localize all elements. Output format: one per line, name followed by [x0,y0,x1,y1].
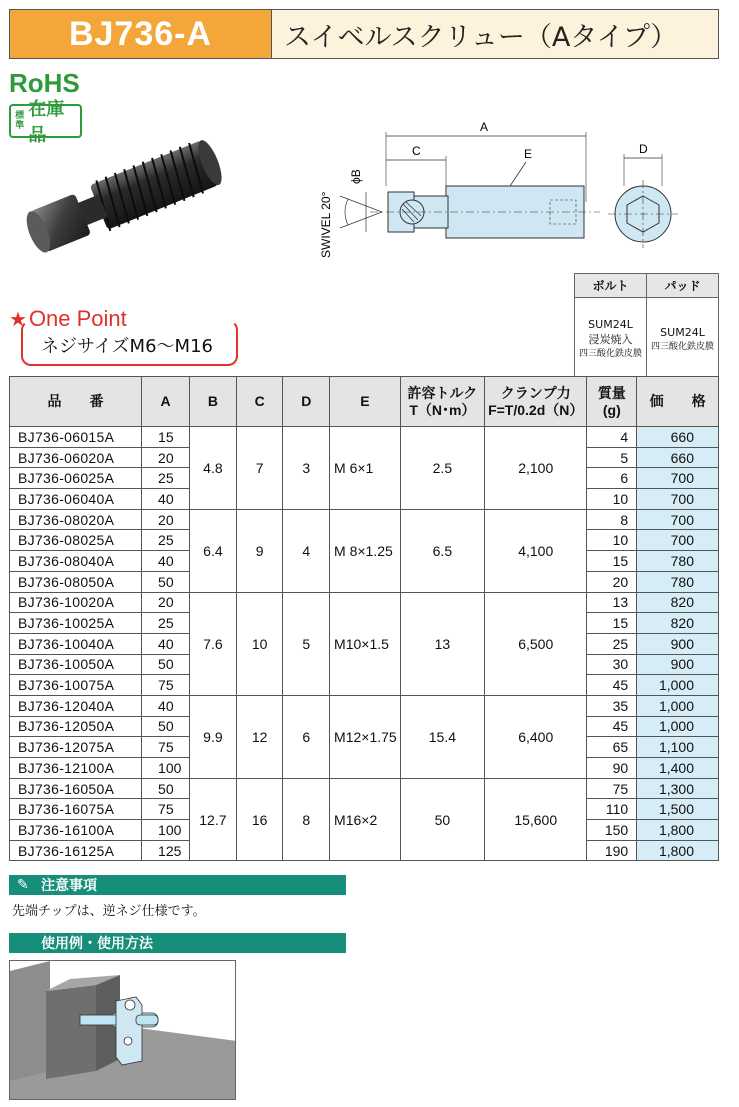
pad-material: SUM24L [660,325,705,339]
one-point-title-text: One Point [29,306,131,332]
header-torque-line1: 許容トルク [407,384,478,401]
cell-mass: 15 [587,551,637,572]
cell-price: 780 [637,571,719,592]
cell-price: 700 [637,489,719,510]
cell-price: 660 [637,427,719,448]
cell-price: 700 [637,468,719,489]
cell-d: 8 [283,778,330,861]
header-b: B [189,377,236,427]
cell-code: BJ736-10020A [10,592,142,613]
cell-code: BJ736-10040A [10,633,142,654]
cell-e: M10×1.5 [330,592,401,695]
cell-torque: 2.5 [400,427,484,510]
cell-mass: 13 [587,592,637,613]
cell-a: 25 [142,530,190,551]
cell-price: 1,800 [637,840,719,861]
header-e: E [330,377,401,427]
cell-code: BJ736-06020A [10,447,142,468]
swivel-label: SWIVEL 20° [319,191,333,258]
header-code: 品 番 [10,377,142,427]
cell-mass: 10 [587,530,637,551]
bolt-treatment: 浸炭焼入 [588,333,633,346]
cell-a: 40 [142,489,190,510]
header-clamp [485,377,587,427]
usage-illustration [9,960,236,1100]
cell-clamp: 15,600 [485,778,587,861]
cell-mass: 8 [587,509,637,530]
cell-a: 40 [142,633,190,654]
caution-text: 先端チップは、逆ネジ仕様です。 [12,904,206,919]
material-pad [647,298,719,382]
table-row [10,427,719,448]
cell-mass: 5 [587,447,637,468]
cell-mass: 110 [587,799,637,820]
material-bolt [575,298,647,382]
cell-clamp: 4,100 [485,509,587,592]
cell-price: 1,000 [637,675,719,696]
cell-mass: 30 [587,654,637,675]
cell-b: 12.7 [189,778,236,861]
cell-a: 15 [142,427,190,448]
cell-mass: 45 [587,675,637,696]
stock-small-label: 標準 [15,111,25,131]
cell-a: 75 [142,799,190,820]
cell-price: 700 [637,530,719,551]
cell-mass: 15 [587,613,637,634]
cell-a: 25 [142,613,190,634]
cell-code: BJ736-08050A [10,571,142,592]
cell-price: 700 [637,509,719,530]
stock-big-label: 在庫品 [28,99,65,146]
cell-price: 820 [637,613,719,634]
star-icon: ★ [9,308,27,331]
cell-price: 820 [637,592,719,613]
cell-mass: 190 [587,840,637,861]
cell-a: 20 [142,509,190,530]
usage-title: 使用例・使用方法 [41,936,153,952]
cell-mass: 25 [587,633,637,654]
cell-a: 50 [142,716,190,737]
cell-price: 1,800 [637,820,719,841]
cell-e: M 8×1.25 [330,509,401,592]
cell-d: 3 [283,427,330,510]
cell-code: BJ736-16075A [10,799,142,820]
dim-e-label: E [524,147,533,161]
cell-price: 1,000 [637,695,719,716]
cell-a: 75 [142,675,190,696]
cell-mass: 45 [587,716,637,737]
header-mass [587,377,637,427]
cell-code: BJ736-12100A [10,758,142,779]
bolt-material: SUM24L [588,318,633,331]
cell-b: 7.6 [189,592,236,695]
cell-price: 1,500 [637,799,719,820]
cell-price: 780 [637,551,719,572]
header-d: D [283,377,330,427]
spec-table [9,376,719,861]
header-c: C [236,377,283,427]
table-row [10,778,719,799]
cell-d: 5 [283,592,330,695]
one-point-content: ネジサイズM6～M16 [41,336,213,357]
cell-code: BJ736-16125A [10,840,142,861]
cell-clamp: 6,400 [485,695,587,778]
cell-a: 50 [142,654,190,675]
cell-code: BJ736-06025A [10,468,142,489]
material-header-pad: パッド [647,274,719,298]
product-photo [18,120,238,284]
cell-price: 1,000 [637,716,719,737]
table-row [10,695,719,716]
cell-mass: 4 [587,427,637,448]
cell-a: 50 [142,778,190,799]
cell-mass: 10 [587,489,637,510]
header-a: A [142,377,190,427]
cell-code: BJ736-12040A [10,695,142,716]
header-clamp-line2: F=T/0.2d（N） [488,401,584,418]
cell-torque: 15.4 [400,695,484,778]
cell-mass: 150 [587,820,637,841]
header-mass-line2: (g) [602,401,621,418]
cell-mass: 90 [587,758,637,779]
dim-b-label: ϕB [349,169,363,184]
cell-a: 100 [142,758,190,779]
product-name: スイベルスクリュー（Aタイプ） [272,10,718,58]
cell-code: BJ736-12050A [10,716,142,737]
product-code: BJ736-A [10,10,272,58]
cell-mass: 35 [587,695,637,716]
cell-mass: 20 [587,571,637,592]
cell-code: BJ736-12075A [10,737,142,758]
cell-a: 125 [142,840,190,861]
cell-torque: 6.5 [400,509,484,592]
cell-c: 9 [236,509,283,592]
rohs-badge: RoHS [9,68,80,98]
cell-clamp: 2,100 [485,427,587,510]
dim-a-label: A [480,120,489,134]
cell-code: BJ736-08020A [10,509,142,530]
cell-price: 900 [637,654,719,675]
cell-b: 9.9 [189,695,236,778]
cell-a: 40 [142,551,190,572]
cell-torque: 13 [400,592,484,695]
cell-code: BJ736-10050A [10,654,142,675]
cell-mass: 75 [587,778,637,799]
cell-price: 1,100 [637,737,719,758]
cell-a: 100 [142,820,190,841]
technical-drawing [310,110,730,274]
cell-c: 10 [236,592,283,695]
cell-c: 7 [236,427,283,510]
cell-mass: 65 [587,737,637,758]
cell-code: BJ736-16050A [10,778,142,799]
cell-d: 4 [283,509,330,592]
cell-price: 1,400 [637,758,719,779]
cell-c: 12 [236,695,283,778]
cell-c: 16 [236,778,283,861]
header-clamp-line1: クランプ力 [500,384,571,401]
cell-d: 6 [283,695,330,778]
cell-e: M 6×1 [330,427,401,510]
cell-e: M12×1.75 [330,695,401,778]
header-torque [400,377,484,427]
header-torque-line2: T（N･m） [409,401,476,418]
caution-title: 注意事項 [41,878,97,894]
material-table [574,273,719,382]
cell-code: BJ736-08040A [10,551,142,572]
table-row [10,509,719,530]
cell-clamp: 6,500 [485,592,587,695]
cell-code: BJ736-16100A [10,820,142,841]
cell-code: BJ736-08025A [10,530,142,551]
caution-section-header [9,875,346,895]
cell-a: 40 [142,695,190,716]
cell-a: 50 [142,571,190,592]
header-mass-line1: 質量 [597,384,626,401]
usage-section-header [9,933,346,953]
cell-a: 25 [142,468,190,489]
table-row [10,592,719,613]
cell-price: 1,300 [637,778,719,799]
cell-price: 900 [637,633,719,654]
cell-a: 75 [142,737,190,758]
cell-code: BJ736-06015A [10,427,142,448]
cell-code: BJ736-06040A [10,489,142,510]
cell-b: 4.8 [189,427,236,510]
cell-a: 20 [142,592,190,613]
one-point-callout [9,306,213,357]
bolt-coating: 四三酸化鉄皮膜 [578,349,642,359]
spec-header-row [10,377,719,427]
cell-torque: 50 [400,778,484,861]
cell-code: BJ736-10075A [10,675,142,696]
cell-code: BJ736-10025A [10,613,142,634]
cell-price: 660 [637,447,719,468]
pencil-icon: ✎ [17,877,29,893]
dim-c-label: C [412,144,421,158]
cell-a: 20 [142,447,190,468]
cell-b: 6.4 [189,509,236,592]
cell-e: M16×2 [330,778,401,861]
material-header-bolt: ボルト [575,274,647,298]
dim-d-label: D [639,142,648,156]
header-price: 価 格 [637,377,719,427]
pad-coating: 四三酸化鉄皮膜 [650,341,714,352]
cell-mass: 6 [587,468,637,489]
product-header [9,9,719,59]
spec-body [10,427,719,861]
